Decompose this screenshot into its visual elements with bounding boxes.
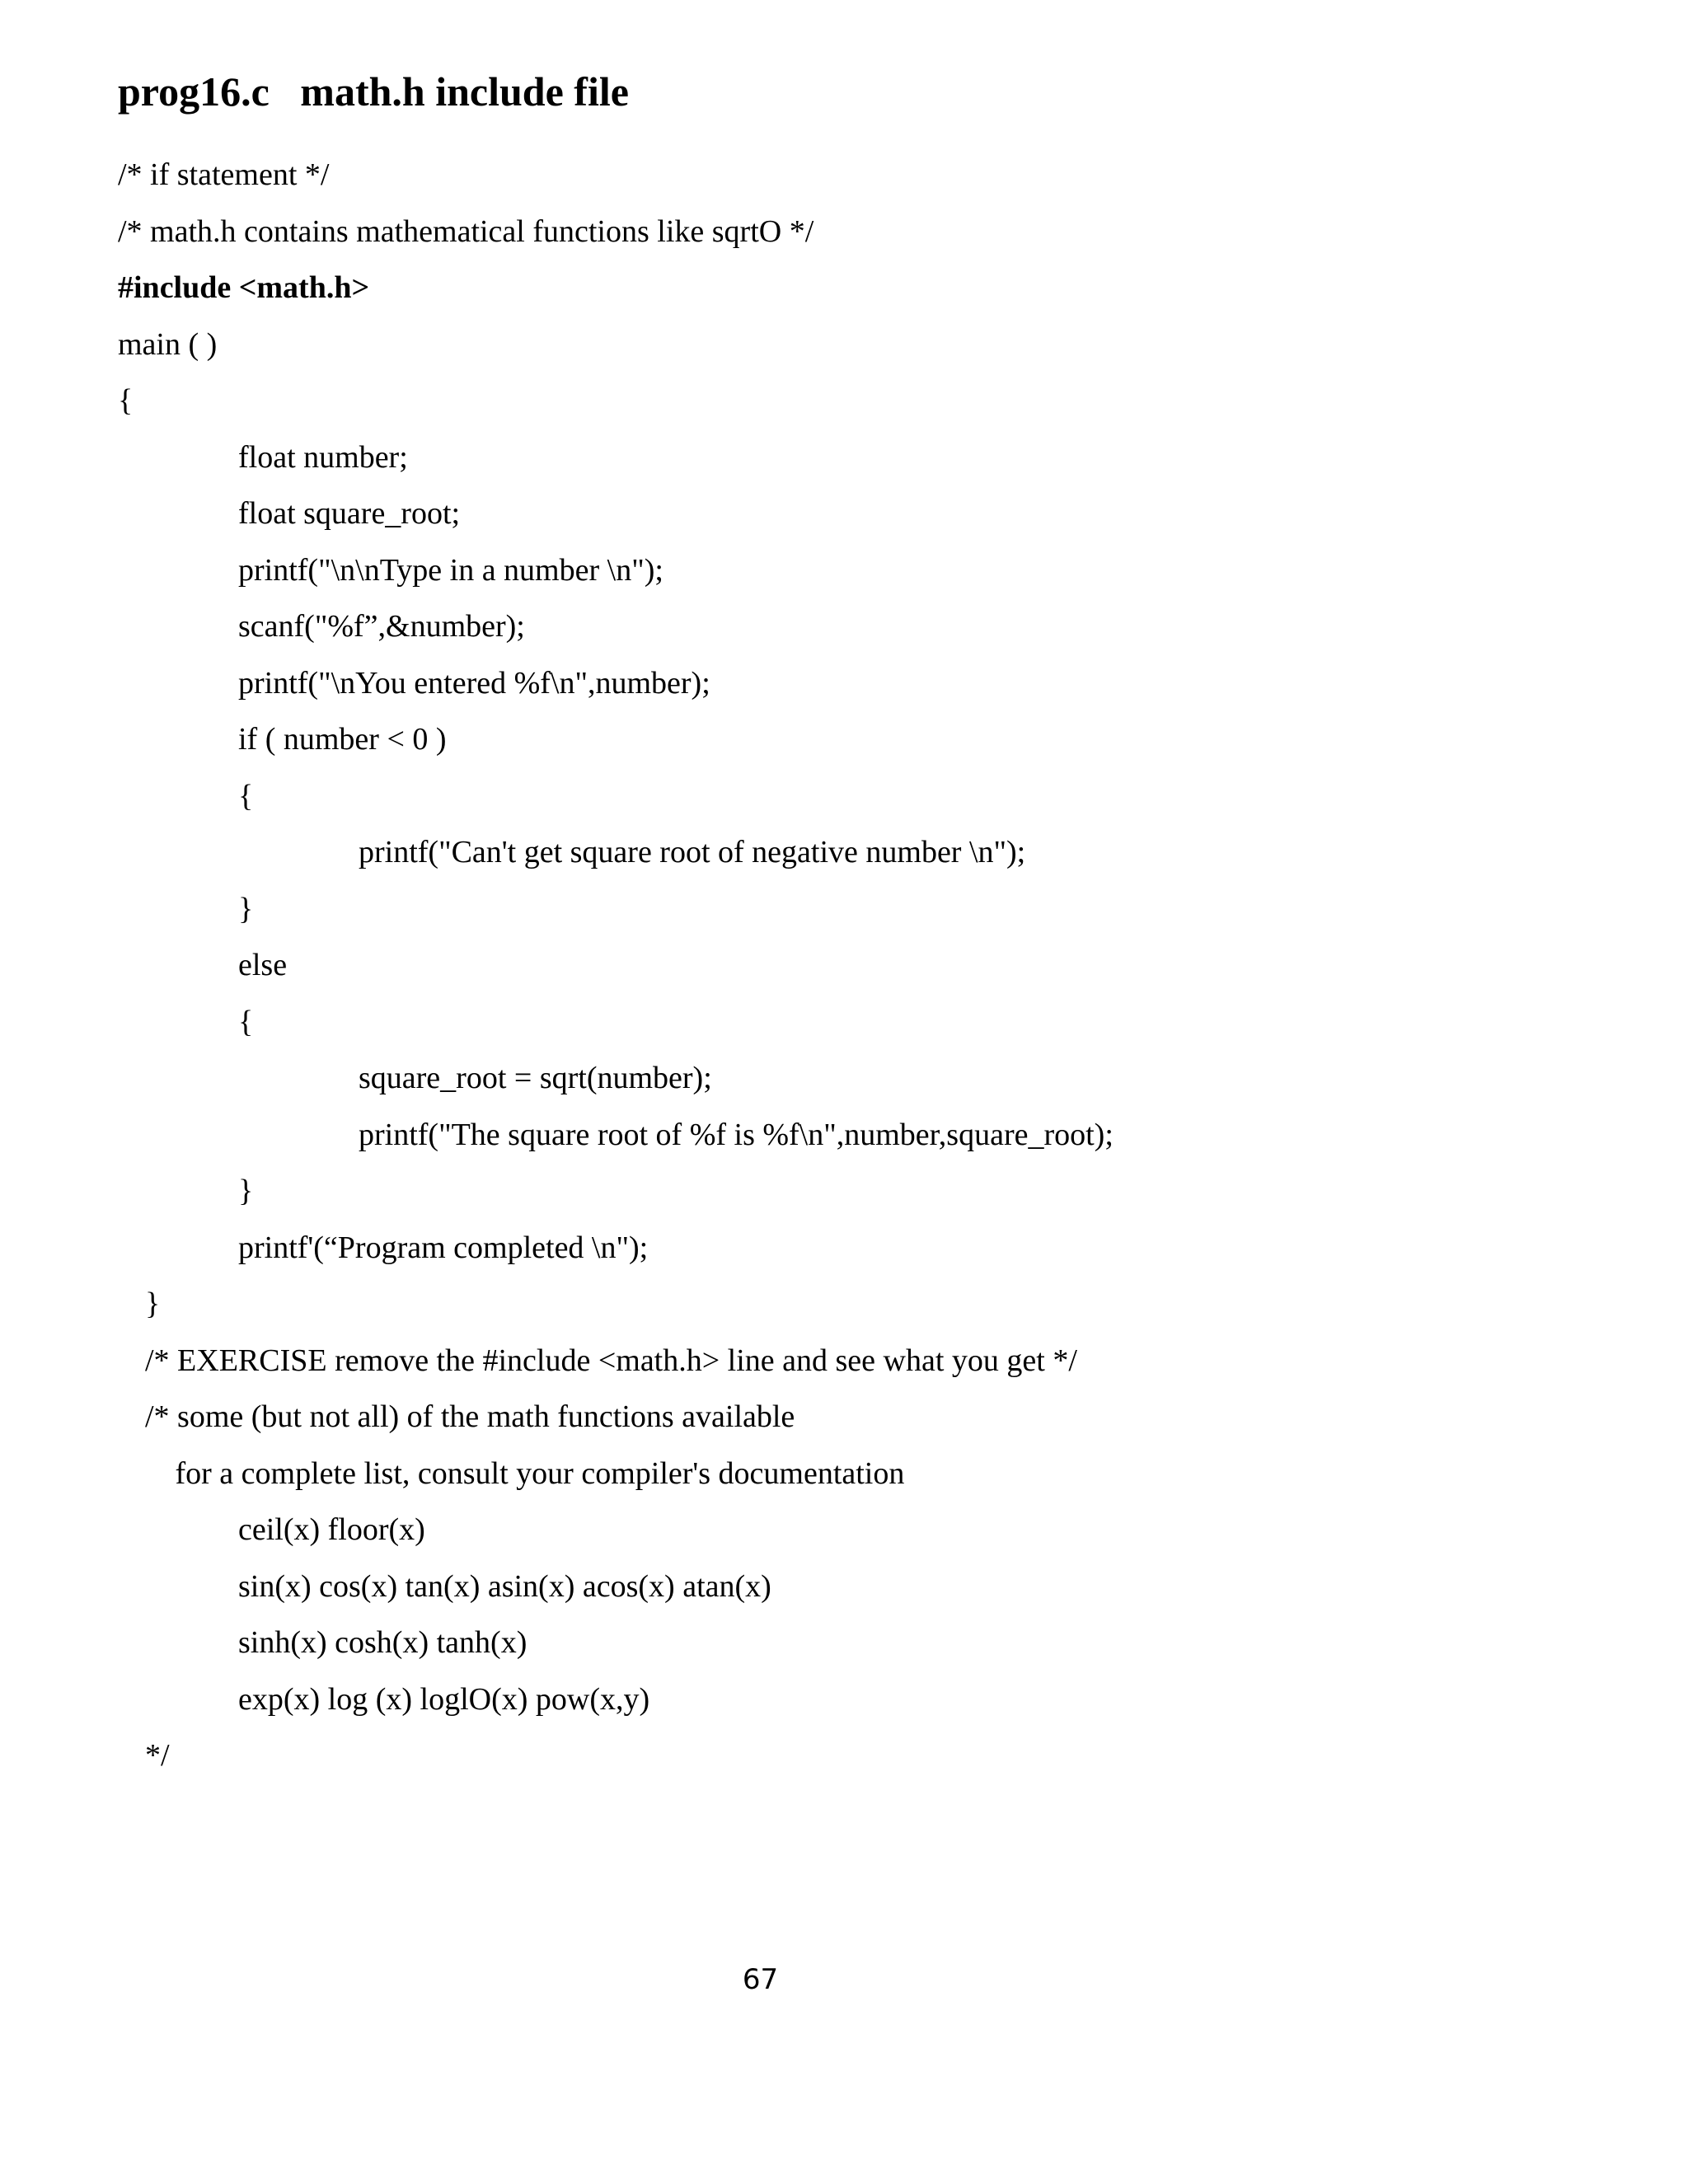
page-number: 67	[742, 1963, 779, 1996]
code-line: }	[238, 891, 254, 926]
code-line: if ( number < 0 )	[238, 722, 447, 757]
code-line: /* if statement */	[118, 157, 330, 192]
code-line: /* math.h contains mathematical functions like sqrtO */	[118, 213, 814, 249]
code-line: ceil(x) floor(x)	[238, 1512, 425, 1547]
code-line: printf("\n\nType in a number \n");	[238, 552, 663, 588]
code-line: printf'(“Program completed \n");	[238, 1230, 649, 1265]
code-line: */	[145, 1738, 170, 1773]
code-line: /* some (but not all) of the math functions available	[145, 1399, 795, 1434]
code-line: for a complete list, consult your compiler's documentation	[175, 1455, 905, 1491]
code-line: float square_root;	[238, 496, 461, 531]
code-line: sinh(x) cosh(x) tanh(x)	[238, 1625, 528, 1660]
code-line: #include <math.h>	[118, 270, 370, 305]
code-line: printf("Can't get square root of negative number \n");	[359, 835, 1026, 869]
code-line: {	[118, 383, 134, 418]
code-line: }	[145, 1286, 161, 1321]
code-line: printf("The square root of %f is %f\n",number,square_root);	[359, 1117, 1114, 1152]
code-line: }	[238, 1174, 254, 1208]
code-line: else	[238, 948, 288, 982]
page-title: prog16.c math.h include file	[118, 68, 629, 115]
code-line: {	[238, 1004, 254, 1039]
code-line: main ( )	[118, 326, 218, 362]
code-line: sin(x) cos(x) tan(x) asin(x) acos(x) atan(x)	[238, 1568, 771, 1604]
code-line: exp(x) log (x) loglO(x) pow(x,y)	[238, 1681, 650, 1717]
code-line: scanf("%f”,&number);	[238, 609, 525, 644]
code-line: square_root = sqrt(number);	[359, 1061, 712, 1095]
code-line: float number;	[238, 439, 408, 475]
code-line: printf("\nYou entered %f\n",number);	[238, 665, 710, 701]
code-line: {	[238, 778, 254, 813]
code-line: /* EXERCISE remove the #include <math.h> line and see what you get */	[145, 1343, 1077, 1378]
